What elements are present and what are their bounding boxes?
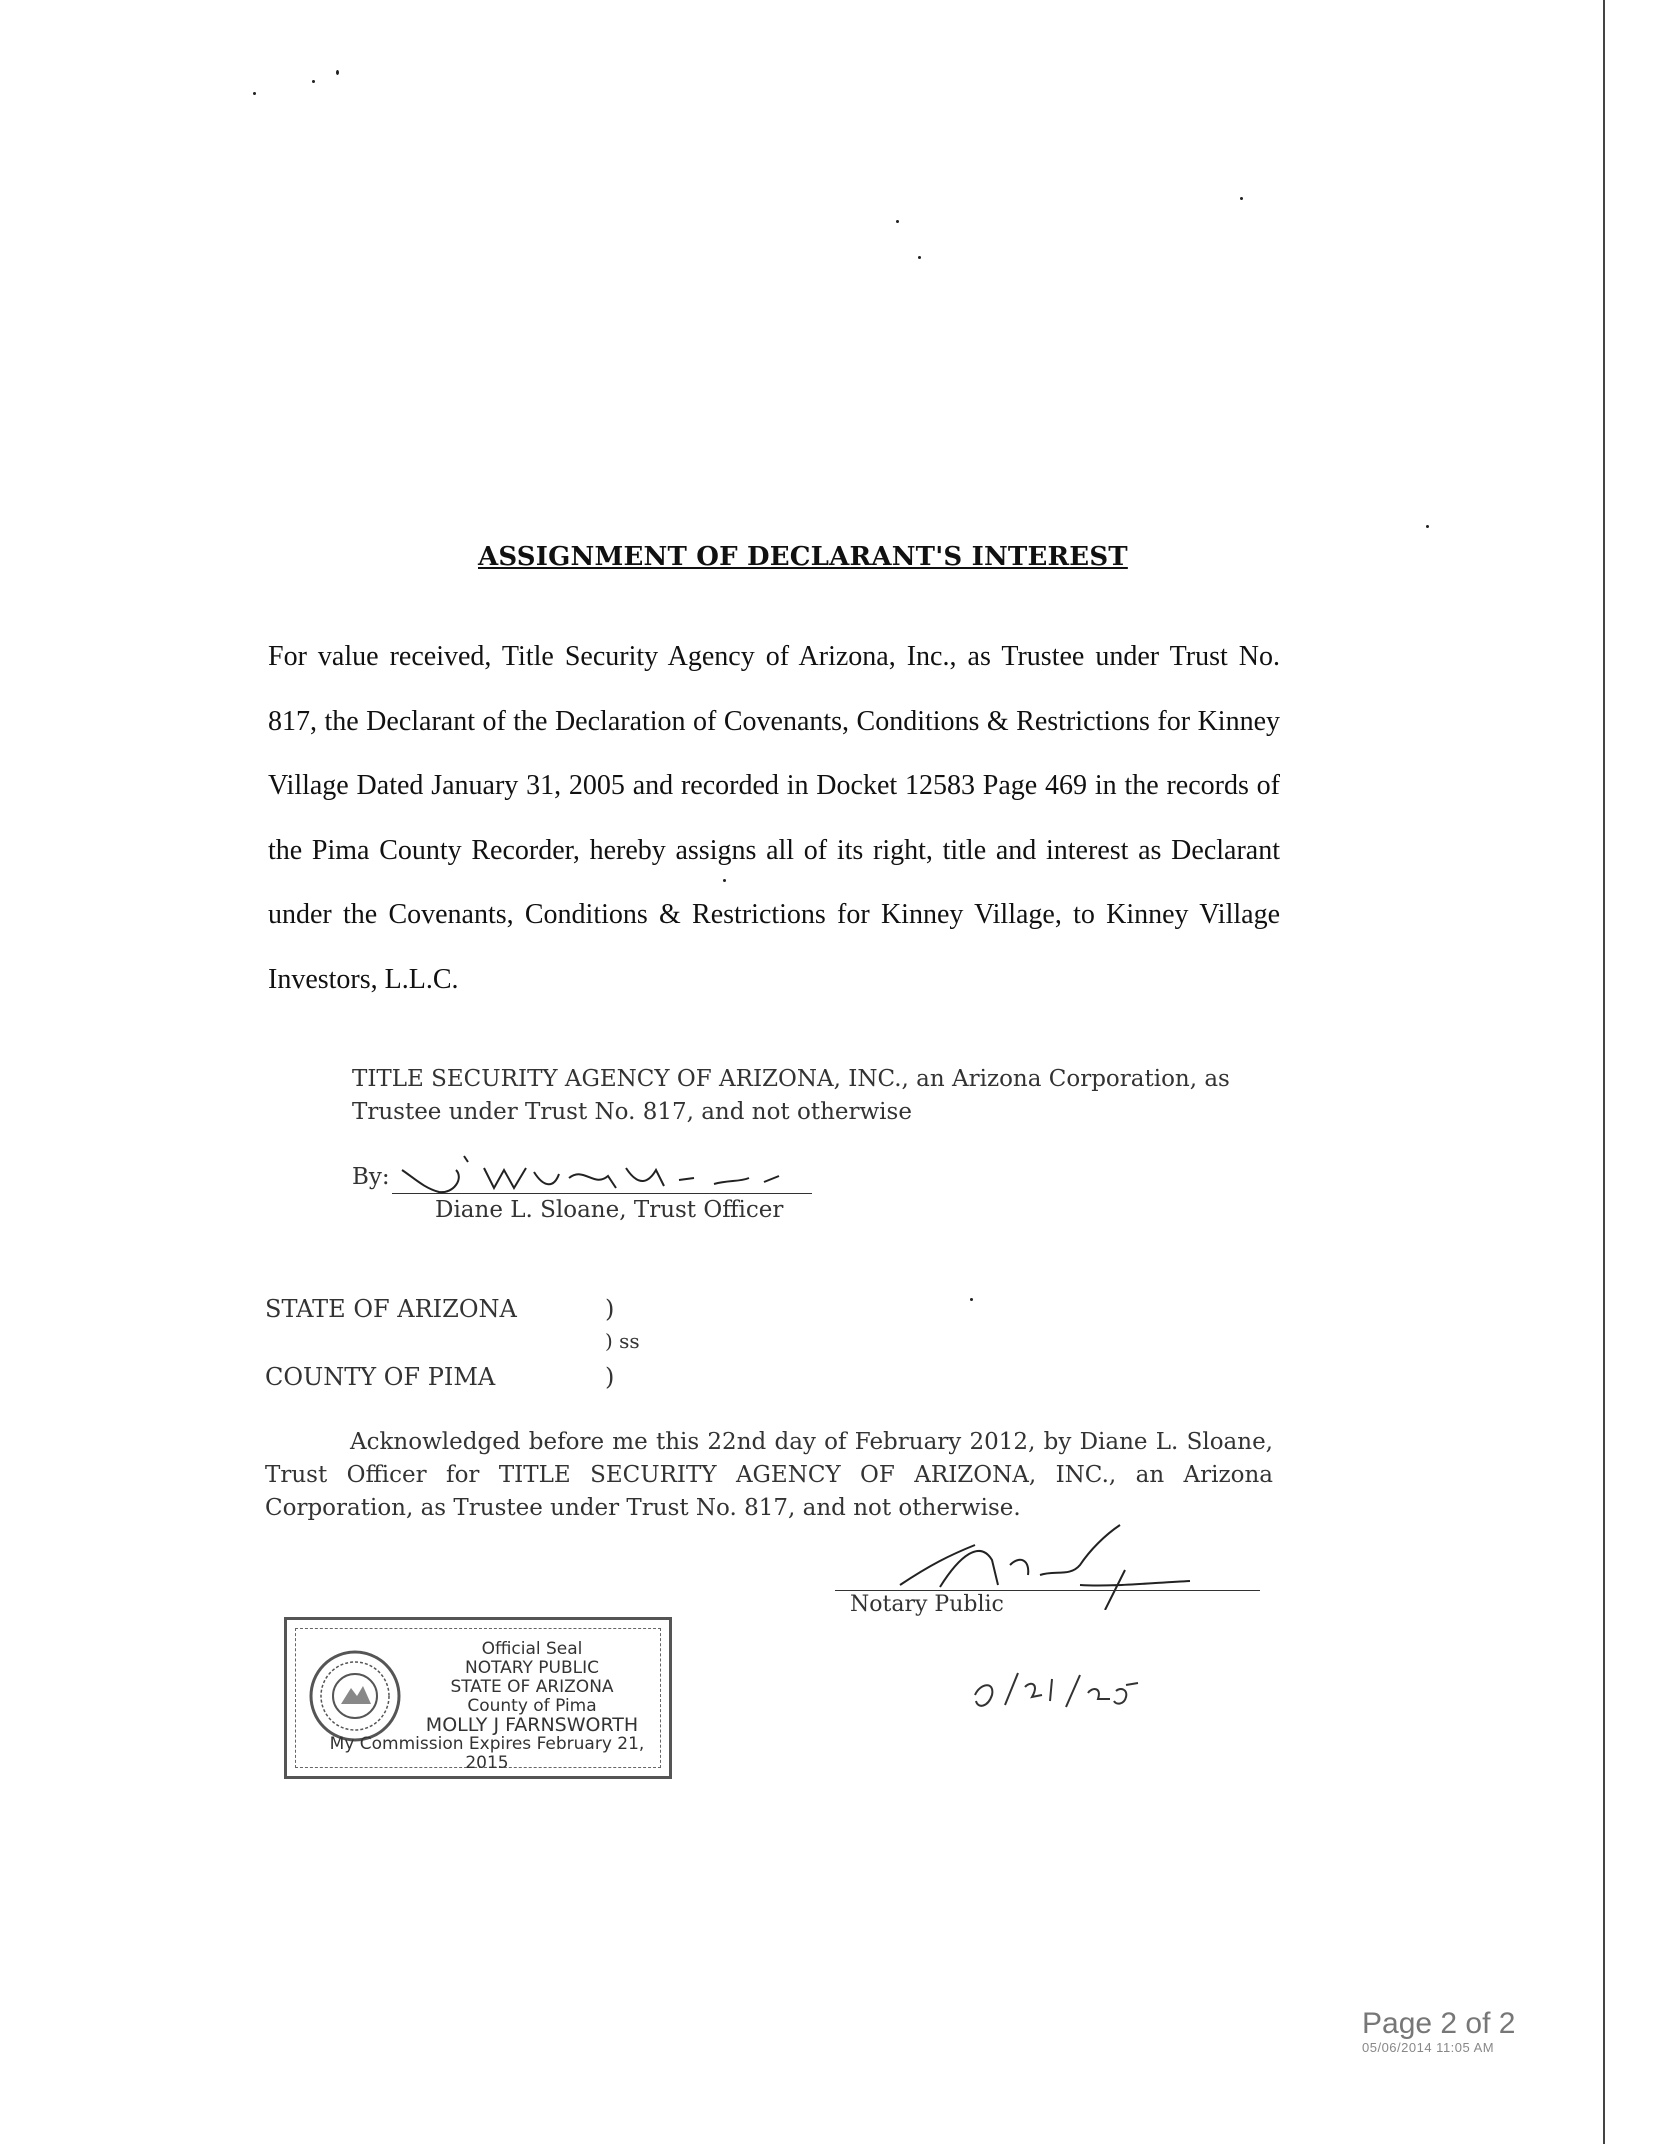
seal-line: My Commission Expires February 21, 2015 bbox=[329, 1734, 645, 1773]
arizona-state-seal-emblem bbox=[307, 1648, 403, 1744]
by-label: By: bbox=[352, 1164, 390, 1190]
body-line: For value received, Title Security Agency of Arizona, Inc., as Trustee under Trust No. bbox=[268, 641, 1280, 672]
venue-state: STATE OF ARIZONA bbox=[265, 1295, 517, 1323]
venue-ss: ) ss bbox=[605, 1329, 640, 1353]
signature-entity-line: Trustee under Trust No. 817, and not otherwise bbox=[352, 1099, 912, 1125]
body-line: under the Covenants, Conditions & Restrictions for Kinney Village, to Kinney Village bbox=[268, 899, 1280, 931]
scan-edge-line bbox=[1603, 0, 1605, 2144]
acknowledgment-line: Corporation, as Trustee under Trust No. 817, and not otherwise. bbox=[265, 1495, 1021, 1521]
page-number: Page 2 of 2 bbox=[1362, 2007, 1516, 2040]
signature-entity-line: TITLE SECURITY AGENCY OF ARIZONA, INC., an Arizona Corporation, as bbox=[352, 1066, 1230, 1092]
body-line: 817, the Declarant of the Declaration of Covenants, Conditions & Restrictions for Kinney bbox=[268, 705, 1280, 737]
seal-line: Official Seal bbox=[481, 1639, 583, 1659]
body-line: Village Dated January 31, 2005 and recorded in Docket 12583 Page 469 in the records of bbox=[268, 770, 1280, 802]
trust-officer-signature-image bbox=[394, 1148, 814, 1198]
handwritten-date-image bbox=[970, 1665, 1140, 1725]
print-timestamp: 05/06/2014 11:05 AM bbox=[1362, 2040, 1495, 2055]
notary-seal-stamp bbox=[284, 1617, 672, 1779]
seal-line: NOTARY PUBLIC bbox=[464, 1658, 600, 1678]
venue-paren: ) bbox=[605, 1295, 615, 1323]
notary-public-label: Notary Public bbox=[850, 1592, 1004, 1617]
seal-line: County of Pima bbox=[467, 1696, 597, 1716]
venue-county: COUNTY OF PIMA bbox=[265, 1363, 496, 1391]
body-paragraph bbox=[268, 625, 1280, 1013]
signature-block bbox=[352, 1063, 1272, 1129]
acknowledgment-line: Acknowledged before me this 22nd day of February 2012, by Diane L. Sloane, bbox=[350, 1429, 1273, 1455]
body-line: the Pima County Recorder, hereby assigns all of its right, title and interest as Declarant bbox=[268, 834, 1280, 866]
acknowledgment-line: Trust Officer for TITLE SECURITY AGENCY OF ARIZONA, INC., an Arizona bbox=[265, 1462, 1273, 1488]
seal-text bbox=[329, 1639, 657, 1773]
seal-line: STATE OF ARIZONA bbox=[450, 1677, 614, 1697]
signer-name-title: Diane L. Sloane, Trust Officer bbox=[435, 1197, 784, 1223]
by-signature-line bbox=[352, 1148, 812, 1196]
document-title: ASSIGNMENT OF DECLARANT'S INTEREST bbox=[478, 542, 1128, 572]
acknowledgment-paragraph bbox=[265, 1426, 1273, 1525]
body-line: Investors, L.L.C. bbox=[268, 963, 459, 995]
notary-signature-rule bbox=[835, 1590, 1260, 1591]
venue-paren: ) bbox=[605, 1363, 615, 1391]
seal-line: MOLLY J FARNSWORTH bbox=[425, 1714, 639, 1736]
